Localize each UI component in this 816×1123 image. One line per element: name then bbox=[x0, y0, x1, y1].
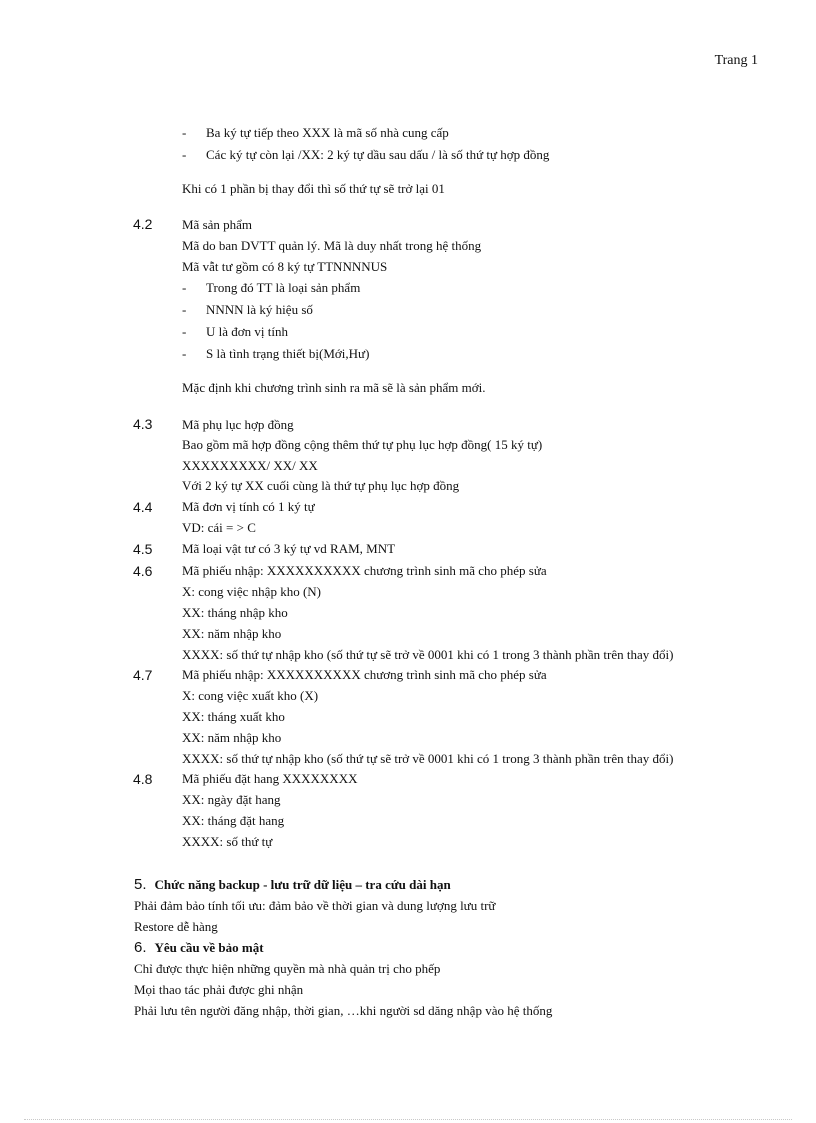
list-item: NNNN là ký hiệu số bbox=[206, 302, 313, 317]
bullet-dash: - bbox=[182, 324, 187, 339]
paragraph: XX: tháng đặt hang bbox=[182, 813, 285, 828]
paragraph: Khi có 1 phần bị thay đổi thì số thứ tự sẽ trở lại 01 bbox=[182, 181, 445, 196]
list-item: Ba ký tự tiếp theo XXX là mã số nhà cung cấp bbox=[206, 125, 449, 140]
bullet-dash: - bbox=[182, 147, 187, 162]
paragraph: XXXXXXXXX/ XX/ XX bbox=[182, 458, 318, 473]
list-item: Trong đó TT là loại sản phẩm bbox=[206, 280, 361, 295]
section-heading: Mã loại vật tư có 3 ký tự vd RAM, MNT bbox=[182, 541, 396, 556]
paragraph: XXXX: số thứ tự nhập kho (số thứ tự sẽ trở về 0001 khi có 1 trong 3 thành phần trên thay đổi) bbox=[182, 647, 674, 662]
list-item: Các ký tự còn lại /XX: 2 ký tự dầu sau dấu / là số thứ tự hợp đồng bbox=[206, 147, 550, 162]
paragraph: XX: tháng nhập kho bbox=[182, 605, 288, 620]
paragraph: Mã vẫt tư gồm có 8 ký tự TTNNNNUS bbox=[182, 259, 388, 274]
paragraph: X: cong việc nhập kho (N) bbox=[182, 584, 321, 599]
section-number: 6. bbox=[134, 939, 147, 956]
section-number: 5. bbox=[134, 876, 147, 893]
paragraph: XXXX: số thứ tự bbox=[182, 834, 273, 849]
paragraph: Với 2 ký tự XX cuối cùng là thứ tự phụ lục hợp đồng bbox=[182, 478, 460, 493]
bullet-dash: - bbox=[182, 302, 187, 317]
page-number: Trang 1 bbox=[714, 53, 758, 68]
section-number: 4.3 bbox=[133, 416, 153, 432]
paragraph: XX: năm nhập kho bbox=[182, 730, 282, 745]
section-title: Yêu cầu về bảo mật bbox=[154, 940, 264, 955]
paragraph: Phải đảm bảo tính tối ưu: đảm bảo về thời gian và dung lượng lưu trữ bbox=[134, 898, 496, 913]
section-number: 4.4 bbox=[133, 499, 153, 515]
paragraph: XXXX: số thứ tự nhập kho (số thứ tự sẽ trở về 0001 khi có 1 trong 3 thành phần trên thay đổi) bbox=[182, 751, 674, 766]
paragraph: Chỉ được thực hiện những quyền mà nhà quản trị cho phếp bbox=[134, 961, 441, 976]
paragraph: Bao gồm mã hợp đồng cộng thêm thứ tự phụ lục hợp đồng( 15 ký tự) bbox=[182, 437, 543, 452]
paragraph: XX: tháng xuất kho bbox=[182, 709, 285, 724]
section-5-heading bbox=[134, 876, 451, 894]
paragraph: Restore dễ hàng bbox=[134, 919, 218, 934]
paragraph: Phải lưu tên người đăng nhập, thời gian, …khi người sd dăng nhập vào hệ thống bbox=[134, 1003, 553, 1018]
section-heading: Mã phiếu đặt hang XXXXXXXX bbox=[182, 771, 358, 786]
page-bottom-divider bbox=[24, 1119, 792, 1120]
paragraph: XX: năm nhập kho bbox=[182, 626, 282, 641]
paragraph: VD: cái = > C bbox=[182, 520, 256, 535]
section-number: 4.8 bbox=[133, 771, 153, 787]
paragraph: Mọi thao tác phải được ghi nhận bbox=[134, 982, 304, 997]
paragraph: X: cong việc xuất kho (X) bbox=[182, 688, 319, 703]
section-number: 4.2 bbox=[133, 216, 153, 232]
bullet-dash: - bbox=[182, 280, 187, 295]
list-item: S là tình trạng thiết bị(Mới,Hư) bbox=[206, 346, 370, 361]
section-number: 4.6 bbox=[133, 563, 153, 579]
section-heading: Mã phiếu nhập: XXXXXXXXXX chương trình sinh mã cho phép sửa bbox=[182, 563, 547, 578]
section-heading: Mã sản phẩm bbox=[182, 217, 253, 232]
section-heading: Mã đơn vị tính có 1 ký tự bbox=[182, 499, 315, 514]
paragraph: Mã do ban DVTT quản lý. Mã là duy nhất trong hệ thống bbox=[182, 238, 482, 253]
section-number: 4.7 bbox=[133, 667, 153, 683]
bullet-dash: - bbox=[182, 346, 187, 361]
section-heading: Mã phụ lục hợp đồng bbox=[182, 417, 294, 432]
bullet-dash: - bbox=[182, 125, 187, 140]
section-6-heading bbox=[134, 939, 264, 957]
section-heading: Mã phiếu nhập: XXXXXXXXXX chương trình sinh mã cho phép sửa bbox=[182, 667, 547, 682]
section-title: Chức năng backup - lưu trữ dữ liệu – tra cứu dài hạn bbox=[154, 877, 451, 892]
paragraph: XX: ngày đặt hang bbox=[182, 792, 281, 807]
paragraph: Mặc định khi chương trình sinh ra mã sẽ là sản phẩm mới. bbox=[182, 380, 486, 395]
list-item: U là đơn vị tính bbox=[206, 324, 288, 339]
section-number: 4.5 bbox=[133, 541, 153, 557]
